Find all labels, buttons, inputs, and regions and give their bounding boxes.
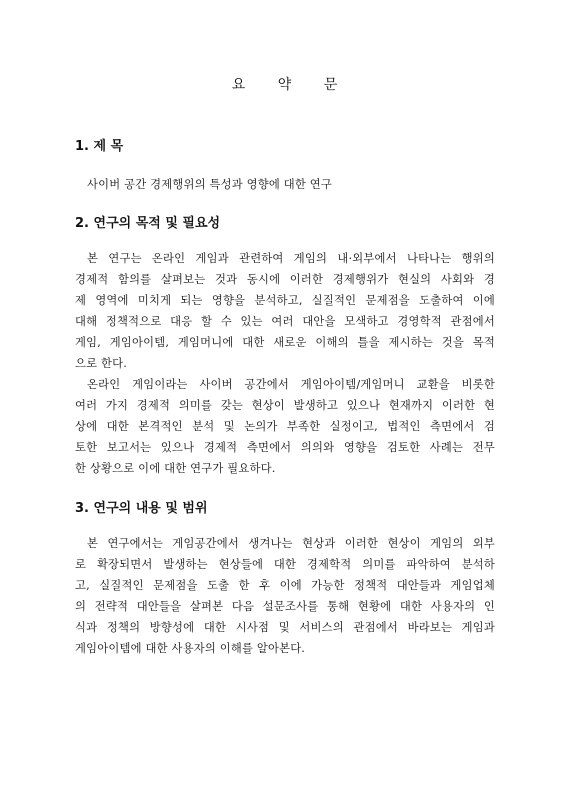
paragraph-line: 본 연구에서는 게임공간에서 생겨나는 현상과 이러한 현상이 게임의 외부 [87, 537, 495, 550]
paragraph-line: 고, 실질적인 문제점을 도출 한 후 이에 가능한 정책적 대안들과 게임업체 [75, 579, 495, 592]
paragraph-line: 본 연구는 온라인 게임과 관련하여 게임의 내·외부에서 나타나는 행위의 [87, 252, 495, 265]
paragraph-line: 한 상황으로 이에 대한 연구가 필요하다. [75, 462, 276, 475]
paragraph-line: 으로 한다. [75, 357, 128, 370]
paragraph-line: 게임아이템에 대한 사용자의 이해를 알아본다. [75, 642, 306, 655]
section-heading-scope: 3. 연구의 내용 및 범위 [75, 501, 208, 516]
paragraph-line: 로 확장되면서 발생하는 현상들에 대한 경제학적 의미를 파악하여 분석하 [75, 558, 495, 571]
paragraph-line: 의 전략적 대안들을 살펴본 다음 설문조사를 통해 현황에 대한 사용자의 인 [75, 600, 495, 613]
paragraph-line: 식과 정책의 방향성에 대한 시사점 및 서비스의 관점에서 바라보는 게임과 [75, 621, 495, 634]
report-title-text: 사이버 공간 경제행위의 특성과 영향에 대한 연구 [87, 178, 333, 191]
paragraph-line: 여러 가지 경제적 의미를 갖는 현상이 발생하고 있으나 현재까지 이러한 현 [75, 399, 495, 412]
paragraph-line: 게임, 게임아이템, 게임머니에 대한 새로운 이해의 틀을 제시하는 것을 목적 [75, 336, 495, 349]
document-title: 요 약 문 [231, 77, 352, 93]
paragraph-line: 대해 정책적으로 대응 할 수 있는 여러 대안을 모색하고 경영학적 관점에서 [75, 315, 495, 328]
paragraph-line: 제 영역에 미치게 되는 영향을 분석하고, 실질적인 문제점을 도출하여 이에 [75, 294, 495, 307]
paragraph-line: 상에 대한 본격적인 분석 및 논의가 부족한 실정이고, 법적인 측면에서 검 [75, 420, 495, 433]
paragraph-line: 온라인 게임이라는 사이버 공간에서 게임아이템/게임머니 교환을 비롯한 [87, 378, 495, 391]
section-heading-title: 1. 제 목 [75, 139, 124, 154]
paragraph-line: 경제적 함의를 살펴보는 것과 동시에 이러한 경제행위가 현실의 사회와 경 [75, 273, 495, 286]
paragraph-line: 토한 보고서는 있으나 경제적 측면에서 의의와 영향을 검토한 사례는 전무 [75, 441, 495, 454]
section-heading-purpose: 2. 연구의 목적 및 필요성 [75, 216, 221, 231]
